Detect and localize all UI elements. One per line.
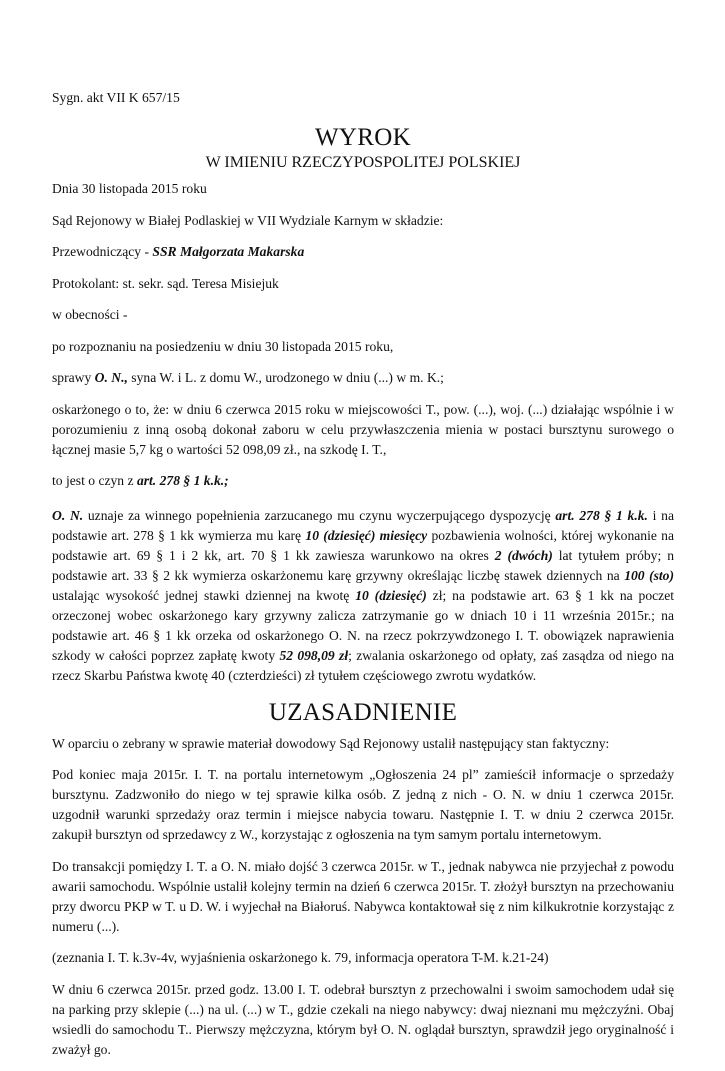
verdict-text: lat tytułem próby; n podstawie art. 33 § 2 kk wymierza oskarżonemu karę grzywny określając liczbę stawek dziennych na bbox=[52, 548, 674, 583]
considered-line: po rozpoznaniu na posiedzeniu w dniu 30 listopada 2015 roku, bbox=[52, 338, 394, 354]
document-page bbox=[52, 90, 674, 1071]
verdict-text: pozbawienia wolności, której wykonanie na podstawie art. 69 § 1 i 2 kk, art. 70 § 1 kk zawiesza warunkowo na okres bbox=[52, 528, 675, 563]
justification-paragraph: Do transakcji pomiędzy I. T. a O. N. miało dojść 3 czerwca 2015r. w T., jednak nabywca nie przyjechał z powodu awarii samochodu. Wspólnie ustalił kolejny termin na dzień 6 czerwca 2015r. T. złożył bursztyn na przechowaniu przy dworcu PKP w T. u D. W. i wyjechał na Białoruś. Nabywca kontaktował się z nim kilkukrotnie korzystając z numeru (...). bbox=[52, 858, 674, 934]
verdict-sentence: 10 (dziesięć) miesięcy bbox=[305, 528, 428, 543]
presiding-label: Przewodniczący - bbox=[52, 244, 153, 259]
verdict-article: art. 278 § 1 k.k. bbox=[555, 508, 648, 523]
verdict-text: zł; na podstawie art. 63 § 1 kk na poczet orzeczonej wobec oskarżonego kary grzywny zalicza zatrzymanie go w dniach 10 i 11 września 2015r.; na podstawie art. 46 § 1 kk orzeka od oskarżonego O. N. na rzecz pokrzywdzonego I. T. obowiązek naprawienia szkody w całości poprzez zapłatę kwoty bbox=[52, 588, 675, 663]
justification-paragraph: W oparciu o zebrany w sprawie materiał dowodowy Sąd Rejonowy ustalił następujący stan faktyczny: bbox=[52, 735, 610, 751]
verdict-probation: 2 (dwóch) bbox=[494, 548, 553, 563]
clerk-line: Protokolant: st. sekr. sąd. Teresa Misiejuk bbox=[52, 275, 279, 291]
verdict-text: uznaje za winnego popełnienia zarzucanego mu czynu wyczerpującego dyspozycję bbox=[83, 508, 556, 523]
verdict-text: i na podstawie art. 278 § 1 kk wymierza mu karę bbox=[52, 508, 674, 543]
charge-article-prefix: to jest o czyn z bbox=[52, 473, 137, 488]
defendant-name: O. N., bbox=[94, 370, 128, 385]
court-line: Sąd Rejonowy w Białej Podlaskiej w VII Wydziale Karnym w składzie: bbox=[52, 212, 444, 228]
case-signature: Sygn. akt VII K 657/15 bbox=[52, 90, 180, 105]
verdict-rate-amount: 10 (dziesięć) bbox=[355, 588, 427, 603]
verdict-fine-rates: 100 (sto) bbox=[624, 568, 674, 583]
case-line bbox=[52, 368, 674, 388]
verdict-damages: 52 098,09 zł bbox=[279, 648, 349, 663]
verdict-paragraph bbox=[52, 506, 674, 686]
presiding-line bbox=[52, 242, 674, 262]
justification-paragraph: (zeznania I. T. k.3v-4v, wyjaśnienia oskarżonego k. 79, informacja operatora T-M. k.21-24) bbox=[52, 950, 549, 965]
case-rest: syna W. i L. z domu W., urodzonego w dniu (...) w m. K.; bbox=[127, 370, 444, 385]
date-line: Dnia 30 listopada 2015 roku bbox=[52, 181, 207, 196]
charge-paragraph: oskarżonego o to, że: w dniu 6 czerwca 2015 roku w miejscowości T., pow. (...), woj. (...) działając wspólnie i w porozumieniu z inną osobą dokonał zaboru w celu przywłaszczenia mienia w postaci bursztynu surowego o łącznej masie 5,7 kg o wartości 52 098,09 zł., na szkodę I. T., bbox=[52, 401, 674, 457]
presiding-judge: SSR Małgorzata Makarska bbox=[152, 244, 305, 259]
verdict-subtitle: W IMIENIU RZECZYPOSPOLITEJ POLSKIEJ bbox=[205, 154, 521, 171]
justification-paragraph: W dniu 6 czerwca 2015r. przed godz. 13.00 I. T. odebrał bursztyn z przechowalni i swoim samochodem udał się na parking przy sklepie (...) na ul. (...) w T., gdzie czekali na niego nabywcy: dwaj nieznani mu mężczyźni. Obaj wsiedli do samochodu T.. Pierwszy mężczyzna, którym był O. N. oglądał bursztyn, sprawdził jego oryginalność i zważył go. bbox=[52, 981, 674, 1057]
justification-paragraph: Pod koniec maja 2015r. I. T. na portalu internetowym „Ogłoszenia 24 pl” zamieścił informacje o sprzedaży bursztynu. Zadzwoniło do niego w tej sprawie kilka osób. Z jedną z nich - O. N. w dniu 1 czerwca 2015r. uzgodnił warunki sprzedaży oraz termin i miejsce nabycia towaru. Następnie I. T. w dniu 2 czerwca 2015r. zakupił bursztyn od sprzedawcy z W., korzystając z ogłoszenia na tym samym portalu internetowym. bbox=[52, 767, 674, 842]
verdict-text: ustalając wysokość jednej stawki dziennej na kwotę bbox=[52, 588, 356, 603]
justification-title: UZASADNIENIE bbox=[268, 698, 458, 726]
verdict-defendant: O. N. bbox=[52, 508, 84, 523]
case-prefix: sprawy bbox=[52, 370, 95, 385]
charge-article: art. 278 § 1 k.k.; bbox=[136, 473, 229, 488]
presence-line: w obecności - bbox=[52, 307, 128, 322]
verdict-text: ; zwalania oskarżonego od opłaty, zaś zasądza od niego na rzecz Skarbu Państwa kwotę 40 (czterdzieści) zł tytułem częściowego zwrotu wydatków. bbox=[52, 648, 675, 683]
charge-article-line bbox=[52, 471, 674, 491]
verdict-title: WYROK bbox=[315, 124, 411, 151]
